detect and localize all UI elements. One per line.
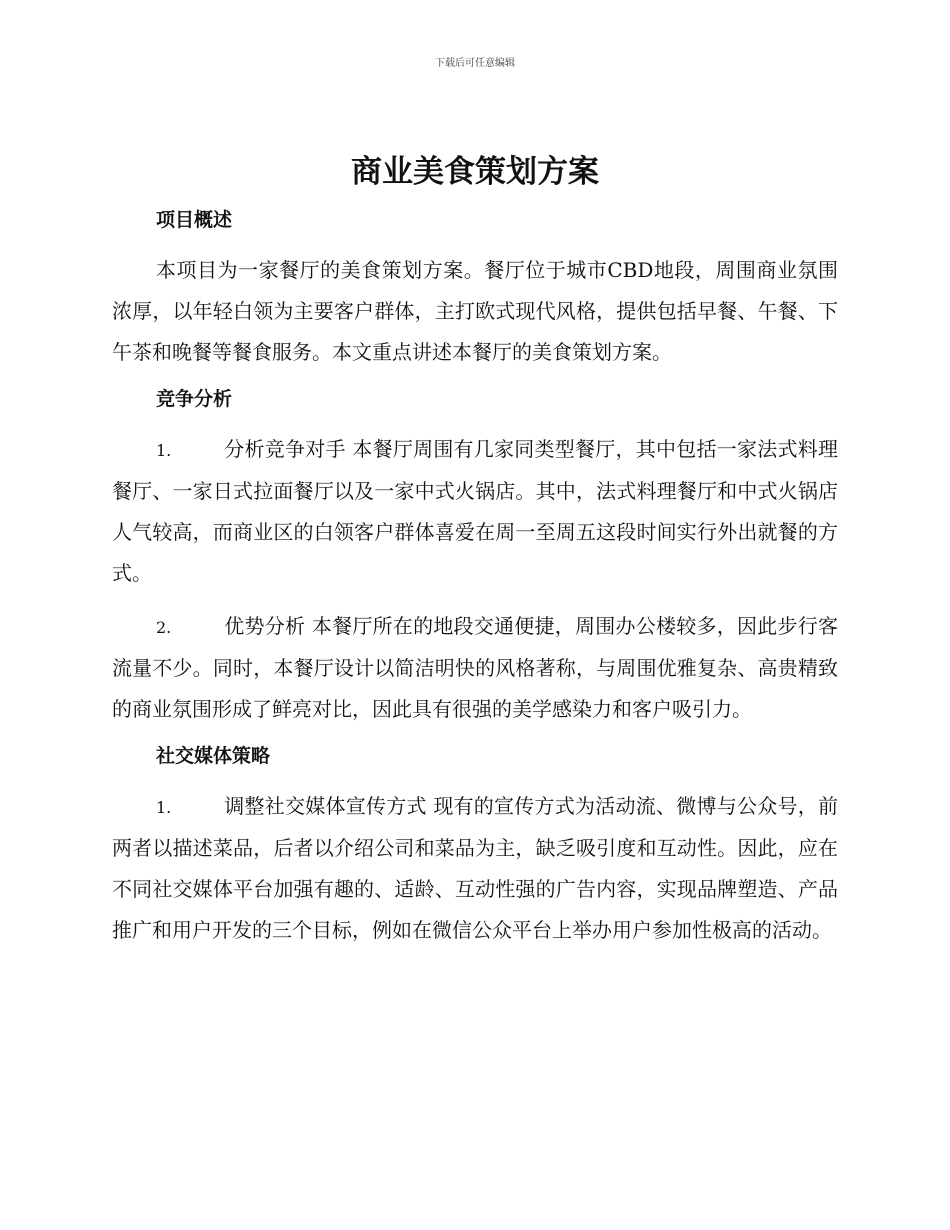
list-item (112, 606, 838, 730)
header-note: 下载后可任意编辑 (435, 58, 515, 69)
list-item (112, 429, 838, 594)
list-item-text: 优势分析 本餐厅所在的地段交通便捷，周围办公楼较多，因此步行客流量不少。同时，本餐厅设计以简洁明快的风格著称，与周围优雅复杂、高贵精致的商业氛围形成了鲜亮对比，因此具有很强的美学感染力和客户吸引力。 (112, 614, 838, 721)
list-item-text: 调整社交媒体宣传方式 现有的宣传方式为活动流、微博与公众号，前两者以描述菜品，后者以介绍公司和菜品为主，缺乏吸引度和互动性。因此，应在不同社交媒体平台加强有趣的、适龄、互动性强的广告内容，实现品牌塑造、产品推广和用户开发的三个目标，例如在微信公众平台上举办用户参加性极高的活动。 (112, 794, 838, 942)
list-number: 2. (156, 618, 172, 637)
section-heading-competition: 竞争分析 (156, 388, 233, 410)
document-title: 商业美食策划方案 (351, 154, 599, 190)
section-heading-social-media: 社交媒体策略 (156, 745, 271, 767)
section-heading-overview: 项目概述 (156, 209, 233, 231)
overview-paragraph: 本项目为一家餐厅的美食策划方案。餐厅位于城市CBD地段，周围商业氛围浓厚，以年轻白领为主要客户群体，主打欧式现代风格，提供包括早餐、午餐、下午茶和晚餐等餐食服务。本文重点讲述本餐厅的美食策划方案。 (112, 258, 838, 364)
document-body (112, 150, 838, 963)
list-item-text: 分析竞争对手 本餐厅周围有几家同类型餐厅，其中包括一家法式料理餐厅、一家日式拉面餐厅以及一家中式火锅店。其中，法式料理餐厅和中式火锅店人气较高，而商业区的白领客户群体喜爱在周一至周五这段时间实行外出就餐的方式。 (112, 437, 838, 585)
list-number: 1. (156, 798, 172, 817)
list-number: 1. (156, 441, 172, 460)
list-item (112, 786, 838, 951)
